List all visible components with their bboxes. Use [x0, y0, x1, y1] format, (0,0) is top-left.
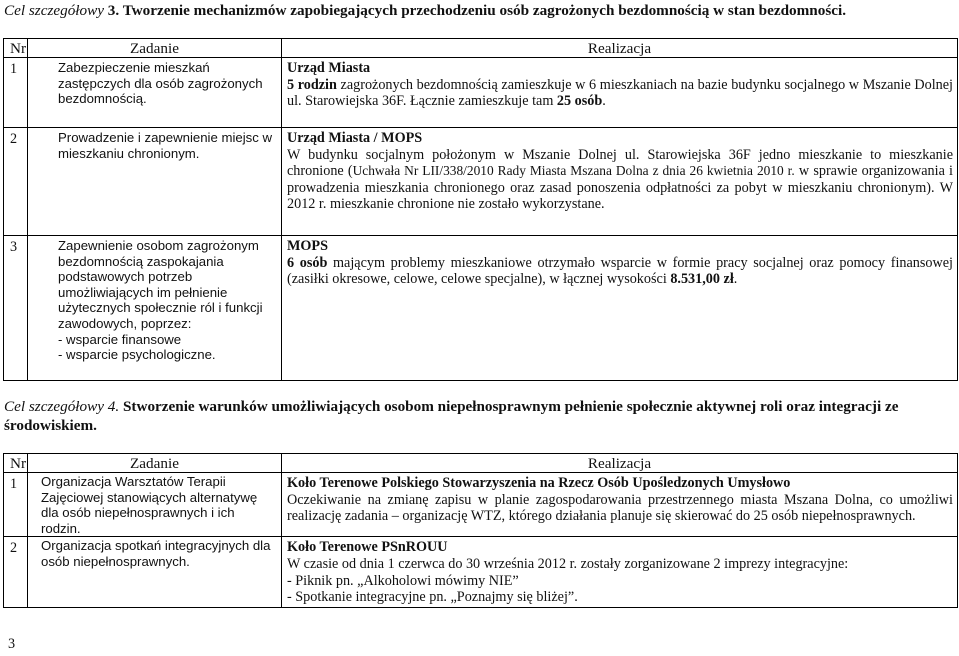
organization-name: Urząd Miasta / MOPS	[287, 130, 423, 146]
row-number: 2	[4, 537, 28, 608]
page-number: 3	[8, 636, 16, 652]
realization-text: Oczekiwanie na zmianę zapisu w planie zagospodarowania przestrzennego miasta Mszana Dolna, co umożliwi realizację zadania – organizację WTZ, którego działania planuje się skierować do 25 osób niepełnosprawnych.	[287, 491, 953, 525]
table-header-row	[4, 39, 958, 58]
organization-name: Koło Terenowe PSnROUU	[287, 539, 448, 556]
list-item: - Piknik pn. „Alkoholowi mówimy NIE”	[287, 572, 519, 589]
section-4-title: Stworzenie warunków umożliwiających osobom niepełnosprawnym pełnienie społecznie aktywnej roli oraz integracji ze środowiskiem.	[4, 398, 899, 434]
task-cell: Zapewnienie osobom zagrożonym bezdomnością zaspokajania podstawowych potrzeb umożliwiających im pełnienie użytecznych społecznie ról i funkcji zawodowych, poprzez: - wsparcie finansowe - wsparcie psychologiczne.	[28, 236, 282, 381]
section-4-prefix: Cel szczegółowy	[4, 398, 104, 415]
organization-name: Koło Terenowe Polskiego Stowarzyszenia na Rzecz Osób Upośledzonych Umysłowo	[287, 475, 791, 491]
table-row	[4, 236, 958, 381]
table-header-row	[4, 454, 958, 473]
row-number: 3	[4, 236, 28, 381]
task-cell: Organizacja spotkań integracyjnych dla osób niepełnosprawnych.	[28, 537, 282, 608]
realization-text: 5 rodzin zagrożonych bezdomnością zamieszkuje w 6 mieszkaniach na bazie budynku socjalnego w Mszanie Dolnej ul. Starowiejska 36F. Łącznie zamieszkuje tam 25 osób.	[287, 76, 954, 110]
section-3-heading	[4, 2, 846, 21]
header-realization: Realizacja	[282, 454, 958, 473]
row-number: 1	[4, 473, 28, 537]
header-nr: Nr	[4, 454, 28, 473]
list-item: - Spotkanie integracyjne pn. „Poznajmy się bliżej”.	[287, 589, 578, 606]
organization-name: Urząd Miasta	[287, 60, 371, 76]
header-task: Zadanie	[28, 39, 282, 58]
task-cell: Organizacja Warsztatów Terapii Zajęciowej stanowiących alternatywę dla osób niepełnosprawnych i ich rodzin.	[28, 473, 282, 537]
row-number: 1	[4, 58, 28, 128]
table-row	[4, 537, 958, 608]
realization-text: W budynku socjalnym położonym w Mszanie Dolnej ul. Starowiejska 36F jedno mieszkanie to mieszkanie chronione (Uchwała Nr LII/338/2010 Rady Miasta Mszana Dolna z dnia 26 kwietnia 2010 r. w sprawie organizowania i prowadzenia mieszkania chronionego oraz zasad ponoszenia odpłatności za pobyt w mieszkaniu chronionym). W 2012 r. mieszkanie chronione nie zostało wykorzystane.	[287, 146, 953, 213]
realization-text: 6 osób mającym problemy mieszkaniowe otrzymało wsparcie w formie pracy socjalnej oraz pomocy finansowej (zasiłki okresowe, celowe, celowe specjalne), w łącznej wysokości 8.531,00 zł.	[287, 254, 953, 288]
realization-cell	[282, 236, 958, 381]
header-nr: Nr	[4, 39, 28, 58]
row-number: 2	[4, 128, 28, 236]
table-row	[4, 473, 958, 537]
organization-name: MOPS	[287, 238, 328, 254]
realization-cell	[282, 537, 958, 608]
section-4-heading	[4, 398, 954, 435]
section-3-table	[3, 38, 958, 381]
header-realization: Realizacja	[282, 39, 958, 58]
task-cell: Zabezpieczenie mieszkań zastępczych dla osób zagrożonych bezdomnością.	[28, 58, 282, 128]
realization-cell	[282, 58, 958, 128]
realization-cell	[282, 473, 958, 537]
table-row	[4, 58, 958, 128]
section-4-table	[3, 453, 958, 608]
section-3-prefix: Cel szczegółowy	[4, 2, 104, 19]
header-task: Zadanie	[28, 454, 282, 473]
table-row	[4, 128, 958, 236]
realization-text: W czasie od dnia 1 czerwca do 30 września 2012 r. zostały zorganizowane 2 imprezy integracyjne:	[287, 555, 849, 572]
section-4-number: 4.	[103, 398, 120, 415]
section-3-title: 3. Tworzenie mechanizmów zapobiegających przechodzeniu osób zagrożonych bezdomnością w stan bezdomności.	[103, 2, 847, 19]
task-cell: Prowadzenie i zapewnienie miejsc w mieszkaniu chronionym.	[28, 128, 282, 236]
realization-cell	[282, 128, 958, 236]
